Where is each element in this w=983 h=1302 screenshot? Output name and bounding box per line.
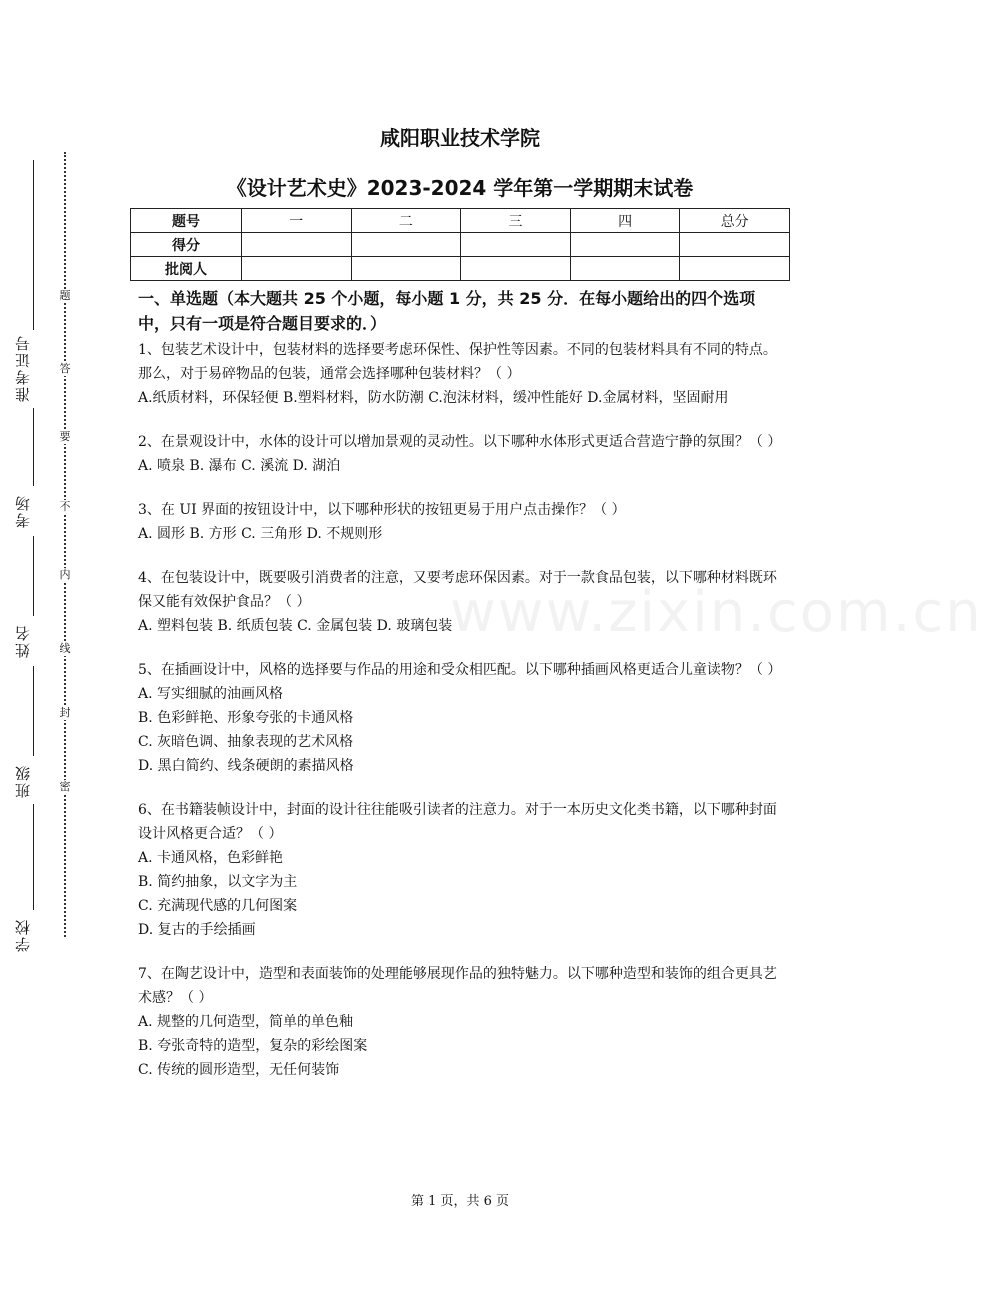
question-option: B. 简约抽象，以文字为主: [138, 874, 298, 890]
question-item: [138, 338, 786, 410]
question-option: A. 写实细腻的油画风格: [138, 686, 284, 702]
question-item: [138, 430, 786, 478]
column-header: 总分: [680, 209, 790, 233]
seal-char: 内: [59, 568, 71, 581]
column-header: 二: [351, 209, 461, 233]
question-stem: 6、在书籍装帧设计中，封面的设计往往能吸引读者的注意力。对于一本历史文化类书籍，以下哪种封面设计风格更合适？（ ）: [138, 802, 777, 842]
seal-char: 密: [59, 780, 71, 793]
field-label-name: 姓名: [14, 624, 32, 658]
question-option: A. 规整的几何造型，简单的单色釉: [138, 1014, 354, 1030]
seal-char: 要: [59, 430, 71, 443]
question-options: A. 喷泉 B. 瀑布 C. 溪流 D. 湖泊: [138, 458, 341, 474]
exam-content: [138, 286, 786, 1082]
seal-char: 线: [59, 642, 71, 655]
question-item: [138, 566, 786, 638]
seal-char: 答: [59, 362, 71, 375]
column-header: 三: [461, 209, 571, 233]
reviewer-cell: [680, 257, 790, 281]
column-header: 一: [242, 209, 352, 233]
row-header: 得分: [131, 233, 242, 257]
score-table: [130, 208, 790, 281]
score-cell: [461, 233, 571, 257]
question-options: A. 圆形 B. 方形 C. 三角形 D. 不规则形: [138, 526, 383, 542]
reviewer-cell: [351, 257, 461, 281]
field-line-class: [33, 666, 34, 756]
question-stem: 7、在陶艺设计中，造型和表面装饰的处理能够展现作品的独特魅力。以下哪种造型和装饰的组合更具艺术感？（ ）: [138, 966, 777, 1006]
question-item: [138, 798, 786, 942]
field-line-school: [33, 804, 34, 910]
score-cell: [680, 233, 790, 257]
field-line-exam-room: [33, 408, 34, 486]
question-option: B. 夸张奇特的造型，复杂的彩绘图案: [138, 1038, 368, 1054]
field-label-exam-number: 准考证号: [14, 334, 32, 402]
question-option: D. 复古的手绘插画: [138, 922, 256, 938]
score-cell: [351, 233, 461, 257]
question-stem: 4、在包装设计中，既要吸引消费者的注意，又要考虑环保因素。对于一款食品包装，以下哪种材料既环保又能有效保护食品？（ ）: [138, 570, 777, 610]
seal-char: 封: [59, 706, 71, 719]
question-option: A. 卡通风格，色彩鲜艳: [138, 850, 284, 866]
question-option: B. 色彩鲜艳、形象夸张的卡通风格: [138, 710, 354, 726]
question-item: [138, 498, 786, 546]
question-option: D. 黑白简约、线条硬朗的素描风格: [138, 758, 354, 774]
field-line-name: [33, 536, 34, 616]
school-title: 咸阳职业技术学院: [380, 126, 540, 150]
exam-title: 《设计艺术史》2023-2024 学年第一学期期末试卷: [226, 176, 694, 200]
reviewer-cell: [461, 257, 571, 281]
question-option: C. 传统的圆形造型，无任何装饰: [138, 1062, 340, 1078]
watermark: www.zixin.com.cn: [450, 580, 983, 645]
reviewer-row: [131, 257, 790, 281]
page-footer: 第 1 页，共 6 页: [410, 1194, 510, 1209]
column-header: 题号: [131, 209, 242, 233]
question-stem: 1、包装艺术设计中，包装材料的选择要考虑环保性、保护性等因素。不同的包装材料具有不同的特点。那么，对于易碎物品的包装，通常会选择哪种包装材料？（ ）: [138, 342, 777, 382]
seal-char: 题: [59, 289, 71, 302]
field-label-class: 班级: [14, 764, 32, 798]
seal-char: 不: [59, 500, 71, 513]
question-option: C. 充满现代感的几何图案: [138, 898, 298, 914]
field-label-exam-room: 考场: [14, 494, 32, 528]
question-option: C. 灰暗色调、抽象表现的艺术风格: [138, 734, 354, 750]
reviewer-cell: [242, 257, 352, 281]
question-item: [138, 658, 786, 778]
score-table-header-row: [131, 209, 790, 233]
reviewer-cell: [570, 257, 680, 281]
score-cell: [570, 233, 680, 257]
question-options: A. 塑料包装 B. 纸质包装 C. 金属包装 D. 玻璃包装: [138, 618, 453, 634]
seal-dotted-line: [64, 152, 66, 937]
question-options: A.纸质材料，环保轻便 B.塑料材料，防水防潮 C.泡沫材料，缓冲性能好 D.金属材料，坚固耐用: [138, 390, 729, 406]
binding-margin: [0, 140, 80, 952]
question-item: [138, 962, 786, 1082]
question-stem: 3、在 UI 界面的按钮设计中，以下哪种形状的按钮更易于用户点击操作？（ ）: [138, 502, 626, 518]
question-stem: 2、在景观设计中，水体的设计可以增加景观的灵动性。以下哪种水体形式更适合营造宁静的氛围？（ ）: [138, 434, 782, 450]
question-stem: 5、在插画设计中，风格的选择要与作品的用途和受众相匹配。以下哪种插画风格更适合儿童读物？（ ）: [138, 662, 782, 678]
field-label-school: 学校: [14, 918, 32, 952]
section-title: 一、单选题（本大题共 25 个小题，每小题 1 分，共 25 分．在每小题给出的四个选项中，只有一项是符合题目要求的．）: [138, 289, 756, 333]
score-cell: [242, 233, 352, 257]
row-header: 批阅人: [131, 257, 242, 281]
column-header: 四: [570, 209, 680, 233]
score-row: [131, 233, 790, 257]
